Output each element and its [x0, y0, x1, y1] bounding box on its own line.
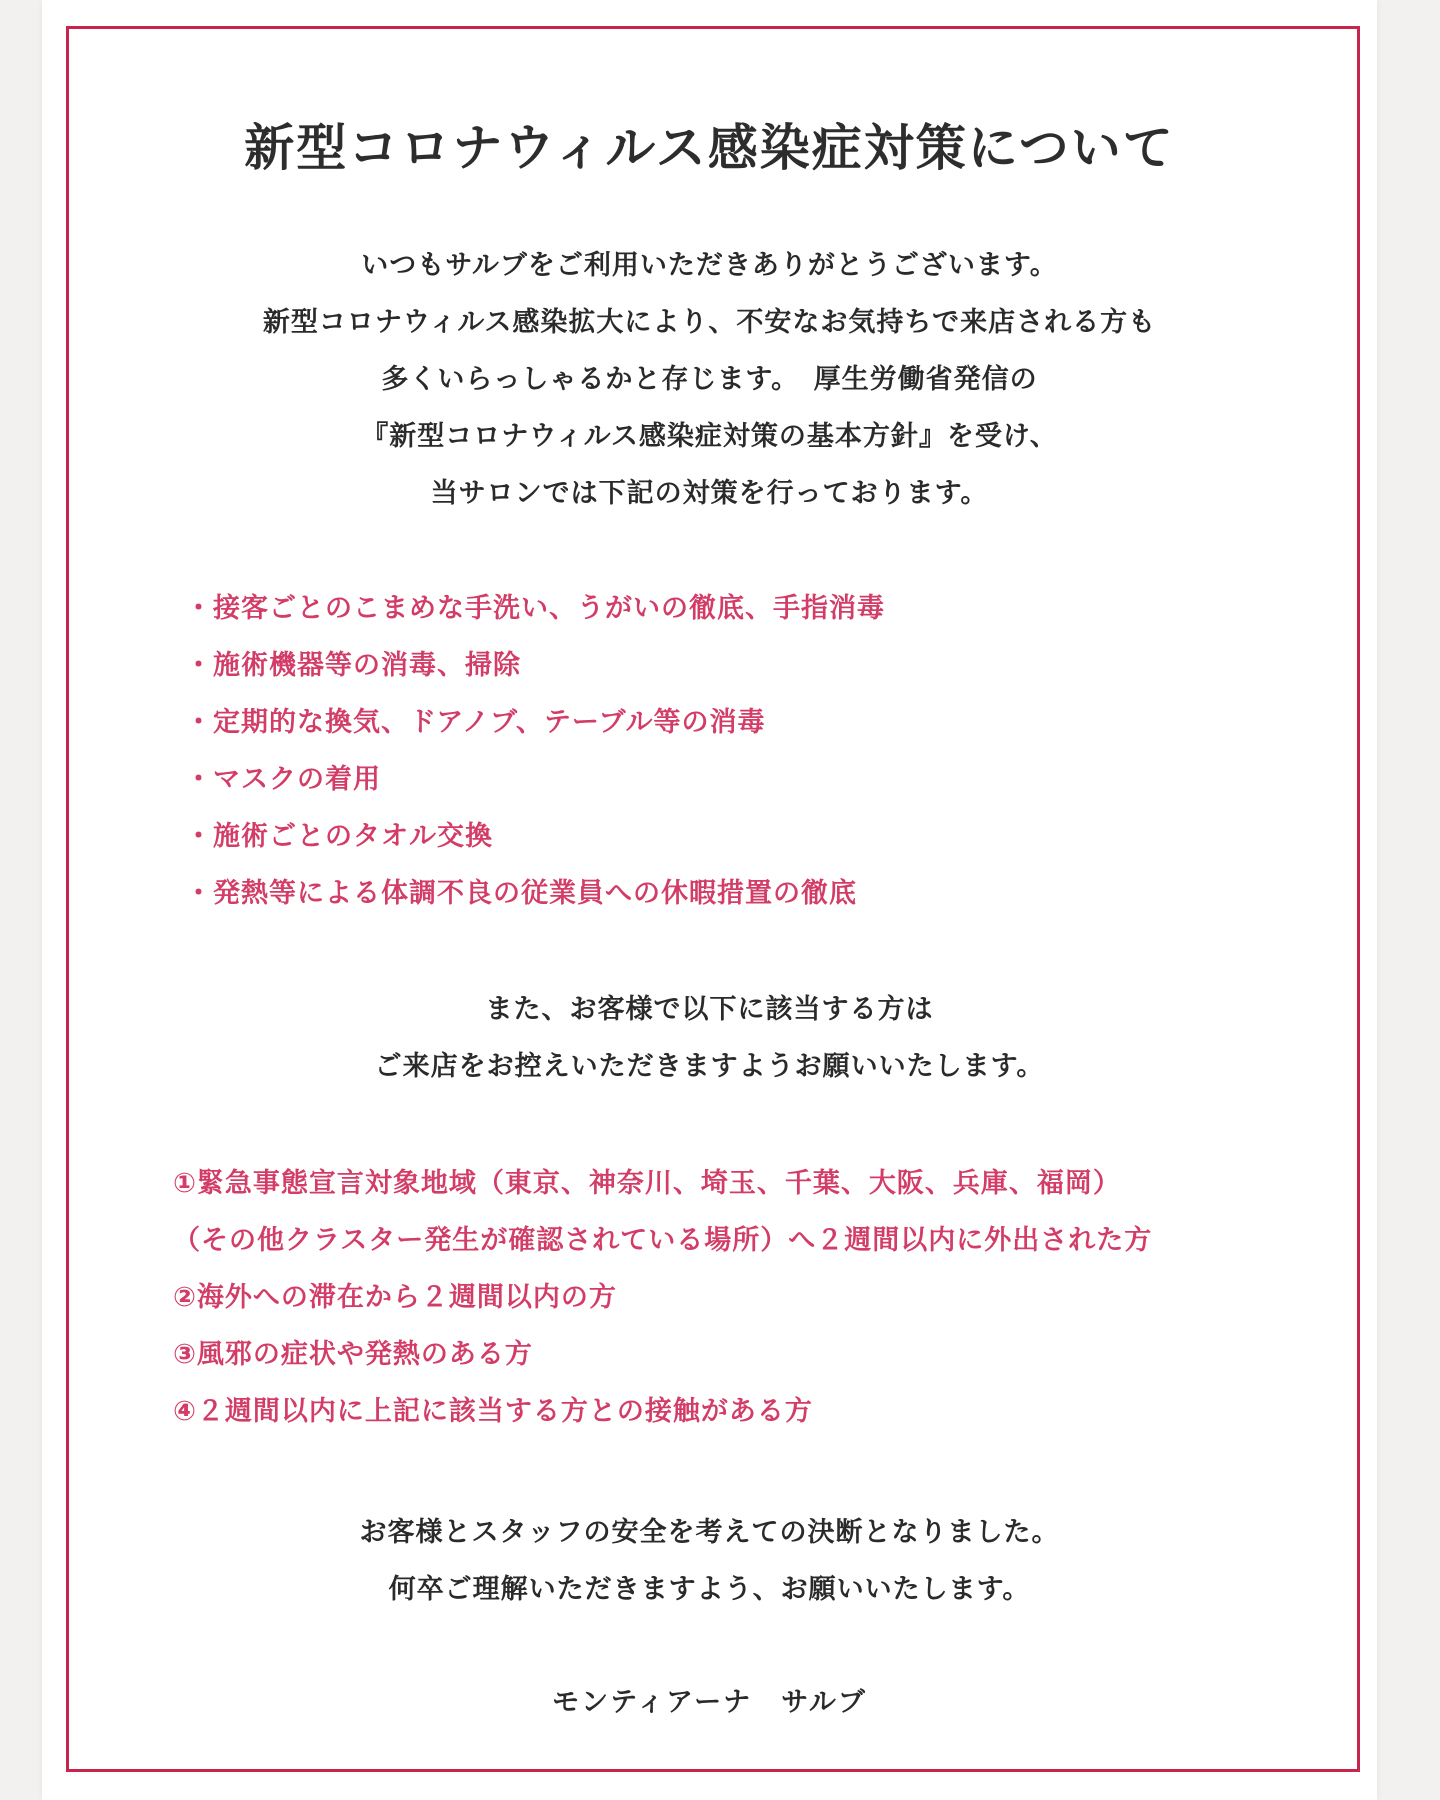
list-item: ③風邪の症状や発熱のある方 [173, 1339, 533, 1370]
intro-line: 多くいらっしゃるかと存じます。 厚生労働省発信の [381, 364, 1038, 395]
intro-paragraph [42, 237, 1377, 522]
intro-line: 当サロンでは下記の対策を行っております。 [430, 478, 989, 509]
closing-line: 何卒ご理解いただきますよう、お願いいたします。 [388, 1574, 1031, 1605]
closing-line: お客様とスタッフの安全を考えての決断となりました。 [359, 1517, 1060, 1548]
list-item: ・接客ごとのこまめな手洗い、うがいの徹底、手指消毒 [185, 593, 885, 624]
measures-list [185, 580, 885, 922]
closing-paragraph [42, 1504, 1377, 1618]
list-item: ②海外への滞在から２週間以内の方 [173, 1282, 617, 1313]
request-paragraph [42, 981, 1377, 1095]
notice-sheet [42, 0, 1377, 1800]
intro-line: 新型コロナウィルス感染拡大により、不安なお気持ちで来店される方も [262, 307, 1157, 338]
list-item: ④２週間以内に上記に該当する方との接触がある方 [173, 1396, 813, 1427]
request-line: ご来店をお控えいただきますようお願いいたします。 [374, 1051, 1045, 1082]
list-item: ・発熱等による体調不良の従業員への休暇措置の徹底 [185, 878, 857, 909]
list-item: （その他クラスター発生が確認されている場所）へ２週間以内に外出された方 [173, 1225, 1153, 1256]
list-item: ・施術ごとのタオル交換 [185, 821, 493, 852]
request-line: また、お客様で以下に該当する方は [485, 994, 934, 1025]
notice-title: 新型コロナウィルス感染症対策について [244, 119, 1175, 177]
signature: モンティアーナ サルブ [552, 1687, 867, 1718]
list-item: ・マスクの着用 [185, 764, 381, 795]
intro-line: いつもサルブをご利用いただきありがとうございます。 [361, 250, 1058, 281]
conditions-list [173, 1155, 1152, 1440]
list-item: ・定期的な換気、ドアノブ、テーブル等の消毒 [185, 707, 766, 738]
intro-line: 『新型コロナウィルス感染症対策の基本方針』を受け、 [361, 421, 1058, 452]
list-item: ・施術機器等の消毒、掃除 [185, 650, 521, 681]
list-item: ①緊急事態宣言対象地域（東京、神奈川、埼玉、千葉、大阪、兵庫、福岡） [173, 1168, 1121, 1199]
